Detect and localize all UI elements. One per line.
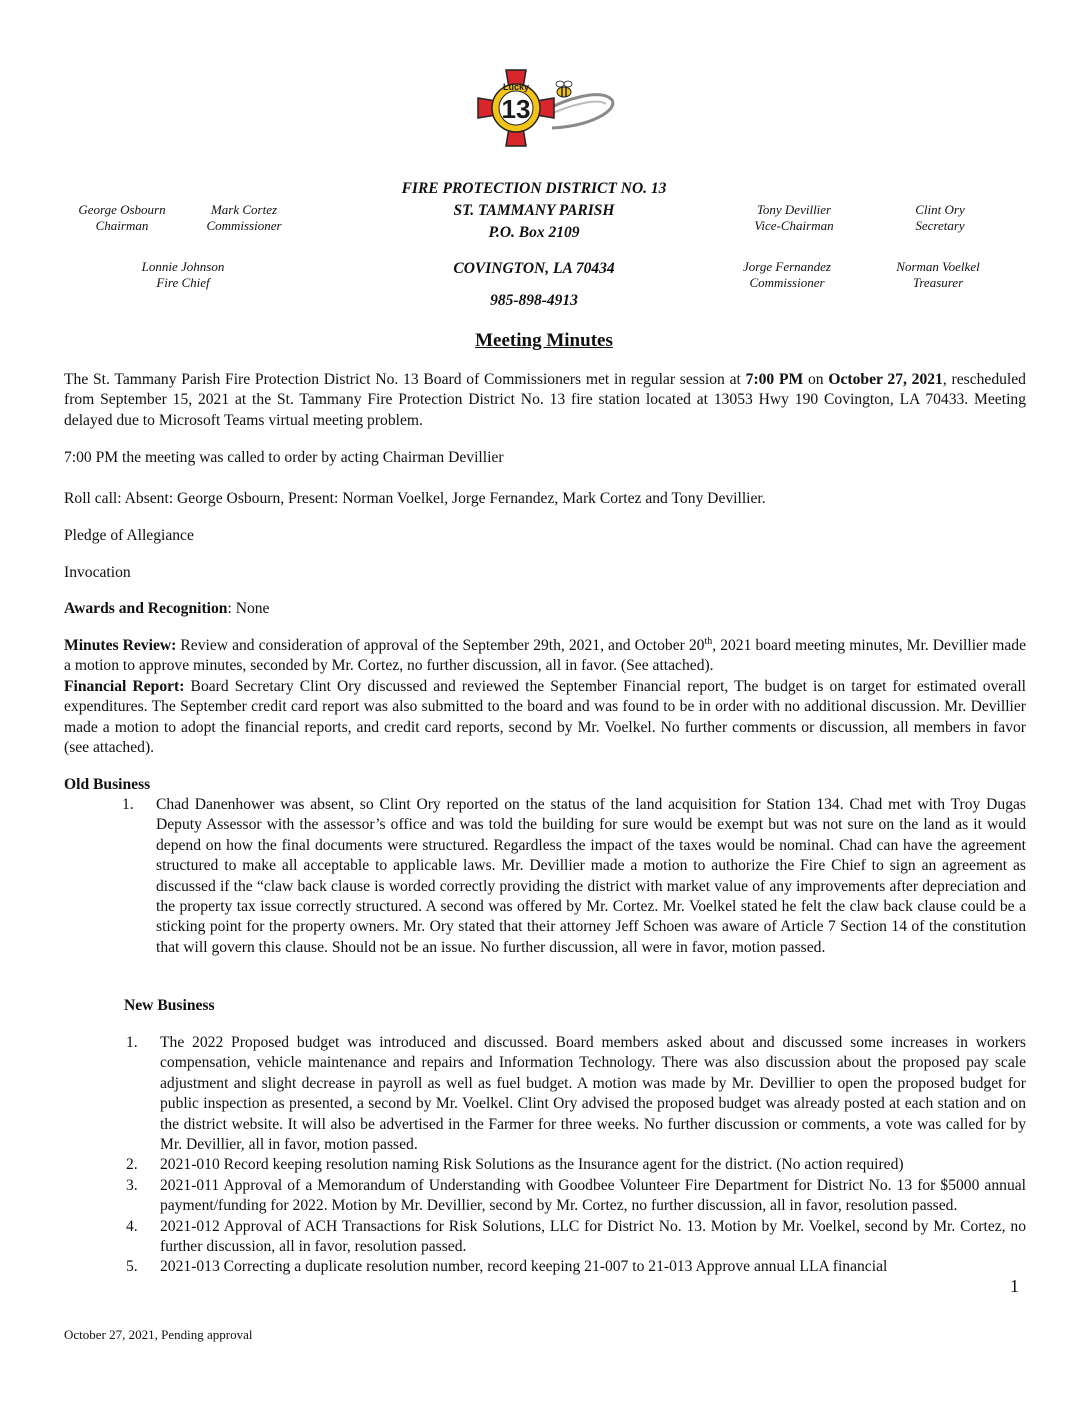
roll-call: Roll call: Absent: George Osbourn, Present: Norman Voelkel, Jorge Fernandez, Mark Cortez and Tony Devillier. — [64, 490, 766, 507]
awards-section — [64, 599, 1026, 619]
commissioner-name: Lonnie Johnson — [141, 259, 225, 274]
commissioner-title: Vice-Chairman — [754, 218, 834, 233]
commissioner-name: Tony Devillier — [756, 202, 832, 217]
list-item — [126, 1155, 1026, 1175]
header-commissioner — [868, 259, 1008, 291]
parish-name: ST. TAMMANY PARISH — [453, 202, 615, 219]
commissioner-title: Treasurer — [912, 275, 964, 290]
header-commissioner — [717, 259, 857, 291]
ordinal-suffix: th — [704, 635, 713, 647]
old-business-heading: Old Business — [64, 776, 151, 793]
intro-text: on — [803, 371, 829, 388]
logo-number: 13 — [501, 94, 531, 124]
meeting-date: October 27, 2021 — [828, 371, 943, 388]
invocation: Invocation — [64, 564, 131, 581]
intro-text: , rescheduled from September 15, 2021 at the St. Tammany Fire Protection District No. 13 fire station located at 13053 Hwy 190 Covington, LA 70433. Meeting delayed due to Microsoft Teams virtual meeting problem. — [64, 371, 1026, 429]
commissioner-title: Commissioner — [206, 218, 282, 233]
commissioner-name: George Osbourn — [78, 202, 166, 217]
item-number: 2. — [126, 1156, 138, 1174]
header-commissioner — [52, 202, 192, 234]
awards-label: Awards and Recognition — [64, 600, 228, 617]
old-business-list — [122, 795, 1026, 958]
commissioner-name: Clint Ory — [915, 202, 965, 217]
item-text: Chad Danenhower was absent, so Clint Ory reported on the status of the land acquisition for Station 134. Chad met with Troy Dugas Deputy Assessor with the assessor’s office and was told the building for sure would be exempt but was not sure on the land as it would depend on how the final documents were structured. Regardless the impact of the taxes would be nominal. Chad can have the agreement structured to make all acceptable to applicable laws. Mr. Devillier made a motion to authorize the Fire Chief to sign an agreement as discussed if the “claw back clause is worded correctly providing the district with market value of any improvements after depreciation and the property tax issue correctly structured. A second was offered by Mr. Cortez. Mr. Voelkel stated he felt the claw back clause could be a sticking point for the property owners. Mr. Ory stated that their attorney Jeff Schoen was aware of Article 7 Section 14 of the constitution that will govern this clause. Should not be an issue. No further discussion, all were in favor, motion passed. — [156, 796, 1026, 956]
item-text: The 2022 Proposed budget was introduced and discussed. Board members asked about and discussed some increases in workers compensation, vehicle maintenance and repairs and Information Technology. There was also discussion about the proposed pay scale adjustment and slight decrease in payroll as well as fuel budget. A motion was made by Mr. Devillier to open the proposed budget for public inspection as presented, a second by Mr. Voelkel. Clint Ory advised the proposed budget was already posted at each station and on the district website. It will also be advertised in the Farmer for three weeks. No further discussion or comments, a vote was called for by Mr. Devillier, all in favor, motion passed. — [160, 1034, 1026, 1154]
commissioner-title: Fire Chief — [156, 275, 210, 290]
commissioner-title: Secretary — [915, 218, 965, 233]
item-number: 1. — [126, 1034, 138, 1051]
commissioner-name: Norman Voelkel — [896, 259, 980, 274]
intro-paragraph — [64, 370, 1026, 431]
new-business-heading: New Business — [124, 997, 215, 1014]
bee-icon — [556, 81, 572, 97]
item-text: 2021-011 Approval of a Memorandum of Understanding with Goodbee Volunteer Fire Department for District No. 13 for $5000 annual payment/funding for 2022. Motion by Mr. Devillier, second by Mr. Cortez, no further discussion, all in favor, resolution passed. — [160, 1176, 1026, 1215]
document-title: Meeting Minutes — [475, 330, 613, 351]
list-item — [126, 1217, 1026, 1258]
list-item — [126, 1033, 1026, 1155]
header-commissioner — [870, 202, 1010, 234]
commissioner-title: Chairman — [95, 218, 149, 233]
minutes-review — [64, 636, 1026, 758]
awards-text: : None — [227, 600, 270, 617]
district-logo — [472, 68, 620, 148]
minutes-review-text: , 2021 board meeting minutes, Mr. Devillier made a motion to approve minutes, seconded by Mr. Cortez, no further discussion, all in favor. (See attached). — [64, 637, 1026, 675]
item-text: 2021-013 Correcting a duplicate resolution number, record keeping 21-007 to 21-013 Approve annual LLA financial — [160, 1258, 888, 1276]
item-number: 1. — [122, 796, 134, 813]
call-to-order: 7:00 PM the meeting was called to order by acting Chairman Devillier — [64, 449, 504, 466]
item-number: 3. — [126, 1176, 138, 1194]
intro-text: The St. Tammany Parish Fire Protection District No. 13 Board of Commissioners met in regular session at — [64, 371, 746, 388]
header-commissioner — [174, 202, 314, 234]
po-box: P.O. Box 2109 — [488, 224, 580, 241]
item-number: 4. — [126, 1217, 138, 1235]
logo-badge-text: Lucky — [502, 82, 530, 92]
meeting-time: 7:00 PM — [745, 371, 804, 388]
financial-report-label: Financial Report: — [64, 677, 185, 695]
item-text: 2021-012 Approval of ACH Transactions for Risk Solutions, LLC for District No. 13. Motion by Mr. Voelkel, second by Mr. Cortez, no further discussion, all in favor, resolution passed. — [160, 1217, 1026, 1256]
item-text: 2021-010 Record keeping resolution naming Risk Solutions as the Insurance agent for the district. (No action required) — [160, 1156, 904, 1174]
commissioner-name: Jorge Fernandez — [743, 259, 831, 274]
header-commissioner — [724, 202, 864, 234]
pledge: Pledge of Allegiance — [64, 527, 194, 544]
new-business-list — [126, 1033, 1026, 1278]
item-number: 5. — [126, 1258, 138, 1276]
commissioner-name: Mark Cortez — [210, 202, 278, 217]
list-item — [122, 795, 1026, 958]
header-commissioner — [113, 259, 253, 291]
phone-number: 985-898-4913 — [490, 292, 578, 309]
financial-report-text: Board Secretary Clint Ory discussed and reviewed the September Financial report, The budget is on target for estimated overall expenditures. The September credit card report was also submitted to the board and was found to be in order with no additional discussion. Mr. Devillier made a motion to adopt the financial reports, and credit card reports, second by Mr. Voelkel. No further comments or discussion, all members in favor (see attached). — [64, 677, 1026, 757]
minutes-review-text: Review and consideration of approval of the September 29th, 2021, and October 20 — [176, 637, 705, 654]
page-number: 1 — [1010, 1276, 1019, 1296]
footer-text: October 27, 2021, Pending approval — [64, 1327, 253, 1342]
district-name: FIRE PROTECTION DISTRICT NO. 13 — [401, 180, 667, 197]
list-item — [126, 1257, 1026, 1277]
minutes-review-label: Minutes Review: — [64, 637, 177, 654]
city-state: COVINGTON, LA 70434 — [453, 260, 615, 277]
commissioner-title: Commissioner — [749, 275, 825, 290]
list-item — [126, 1176, 1026, 1217]
